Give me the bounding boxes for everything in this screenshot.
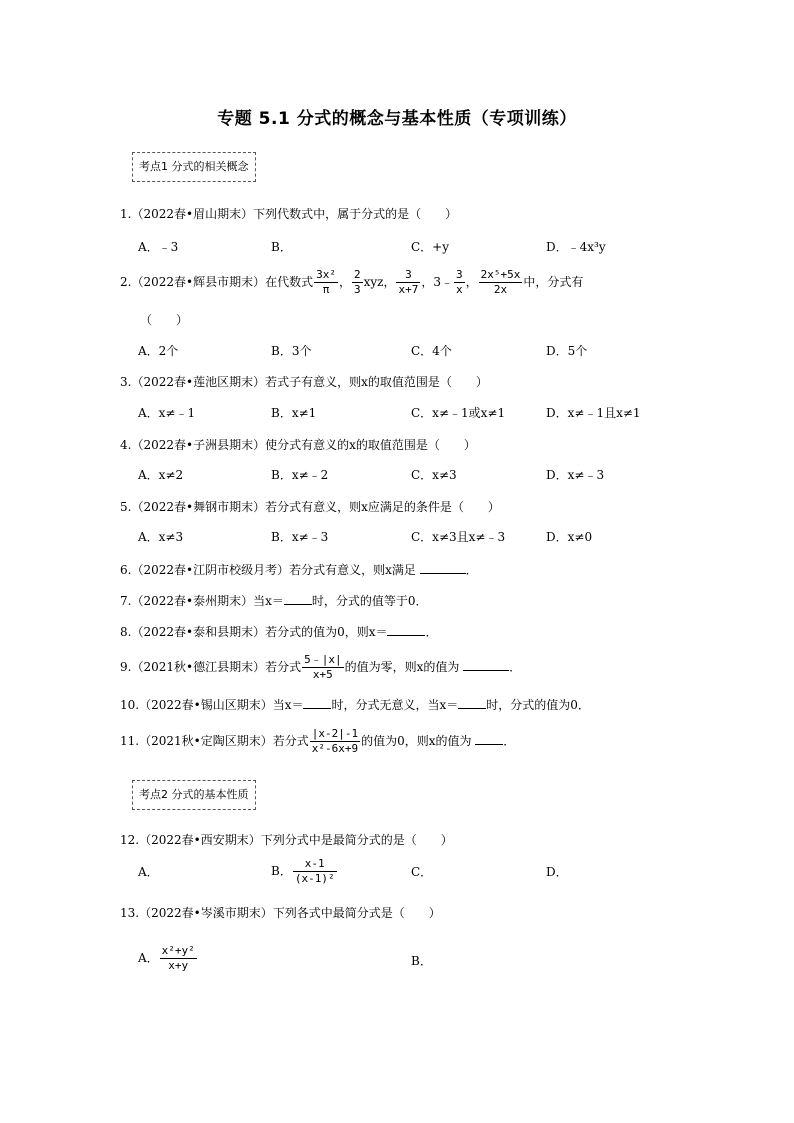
question-2-prefix: 2.（2022春•辉县市期末）在代数式 [120,275,314,289]
fraction [454,268,465,297]
option-a-label: A． [138,951,159,965]
denominator: (x-1)² [294,872,335,885]
option-b [271,857,338,886]
option-b: B．x≠﹣3 [271,530,329,544]
period: ． [503,734,516,748]
denominator: π [322,283,330,296]
option-d: D． [546,865,568,879]
question-3: 3.（2022春•莲池区期末）若式子有意义，则x的取值范围是（ ） [120,375,488,389]
numerator: x²+y² [161,944,195,957]
answer-blank[interactable] [458,696,486,709]
answer-blank[interactable] [303,696,331,709]
question-10 [120,696,590,714]
period: ． [465,563,478,577]
question-12-options [138,857,698,899]
question-6-text: 6.（2022春•江阴市校级月考）若分式有意义，则x满足 [120,563,416,577]
term: 3﹣ [433,275,454,289]
question-5: 5.（2022春•舞钢市期末）若分式有意义，则x应满足的条件是（ ） [120,500,500,514]
answer-blank[interactable] [463,658,509,671]
numerator: 5﹣|x| [304,653,342,666]
term: xyz [363,275,384,289]
numerator: 3x² [316,268,336,281]
period: ． [509,660,522,674]
question-11 [120,727,515,756]
question-7-text: 7.（2022春•泰州期末）当x＝ [120,594,284,608]
question-1-options [138,238,698,256]
option-d: D．5个 [546,344,588,358]
fraction [160,944,197,973]
question-9-suffix: 的值为零，则x的值为 [344,660,460,674]
fraction [310,727,360,756]
option-d: D．﹣4x³y [546,240,606,254]
option-b: B． [271,240,292,254]
option-b: B．3个 [271,344,312,358]
fraction [396,268,420,297]
fraction [293,857,337,886]
question-6 [120,561,478,579]
option-c: C．+y [411,240,450,254]
question-10-tail: 时，分式的值为0． [486,698,590,712]
question-4-options [138,466,698,484]
question-3-options [138,404,698,422]
numerator: x-1 [293,857,337,872]
question-11-suffix: 的值为0，则x的值为 [361,734,472,748]
question-5-options [138,528,698,546]
denominator: 2x [493,283,508,296]
question-10-mid: 时，分式无意义，当x＝ [331,698,459,712]
fraction [479,268,523,297]
question-12: 12.（2022春•西安期末）下列分式中是最简分式的是（ ） [120,833,453,847]
option-a: A．x≠﹣1 [138,406,196,420]
option-b: B． [411,954,432,968]
question-8-text: 8.（2022春•泰和县期末）若分式的值为0，则x＝ [120,625,388,639]
option-b: B．x≠1 [271,406,317,420]
question-13: 13.（2022春•岑溪市期末）下列各式中最简分式是（ ） [120,906,441,920]
question-9 [120,653,521,682]
question-13-options [138,944,698,984]
denominator: x [456,283,463,296]
numerator: |x-2|-1 [311,727,359,740]
question-2: 2.（2022春•辉县市期末）在代数式 $\frac{\text{3x²}}{\pi}$ ， $\frac{2}{3}$ xyz， $\frac{3}{x+7}$ ，3﹣ $\frac{3}{x}$ ， $\frac{\text{2x⁵+5x}}{2x}$ 中，分式有 [120,268,584,296]
answer-blank[interactable] [420,561,466,574]
option-a [138,944,198,973]
section-heading-1: 考点1 分式的相关概念 [132,152,256,182]
option-c: C．x≠3 [411,468,457,482]
denominator: x+5 [312,668,333,681]
option-d: D．x≠﹣3 [546,468,605,482]
option-b: B．x≠﹣2 [271,468,329,482]
answer-blank[interactable] [475,732,503,745]
fraction [302,653,344,682]
option-a: A．x≠3 [138,530,184,544]
section-heading-2: 考点2 分式的基本性质 [132,780,256,810]
option-a: A．﹣3 [138,240,179,254]
question-11-prefix: 11.（2021秋•定陶区期末）若分式 [120,734,309,748]
option-c: C．x≠﹣1或x≠1 [411,406,506,420]
question-4: 4.（2022春•子洲县期末）使分式有意义的x的取值范围是（ ） [120,438,476,452]
option-b-label: B． [271,864,292,878]
question-10-text: 10.（2022春•锡山区期末）当x＝ [120,698,304,712]
page-title: 专题 5.1 分式的概念与基本性质（专项训练） [217,109,577,129]
option-d: D．x≠﹣1且x≠1 [546,406,641,420]
fraction [314,268,338,297]
denominator: x²-6x+9 [311,742,359,755]
question-7 [120,592,427,610]
numerator: 3 [396,268,420,283]
numerator: 2x⁵+5x [480,268,521,281]
question-1: 1.（2022春•眉山期末）下列代数式中，属于分式的是（ ） [120,207,458,221]
numerator: 3 [456,268,463,281]
denominator: x+7 [398,283,419,296]
numerator: 2 [353,268,361,281]
question-2-suffix: 中，分式有 [523,275,584,289]
question-7-tail: 时，分式的值等于0． [311,594,428,608]
question-9-prefix: 9.（2021秋•德江县期末）若分式 [120,660,302,674]
option-d: D．x≠0 [546,530,593,544]
period: ． [425,625,438,639]
option-a: A．2个 [138,344,179,358]
fraction [352,268,363,297]
denominator: 3 [353,283,361,296]
answer-blank[interactable] [284,592,312,605]
answer-blank[interactable] [387,623,425,636]
option-c: C．x≠3且x≠﹣3 [411,530,506,544]
denominator: x+y [168,959,189,972]
option-c: C．4个 [411,344,452,358]
option-a: A． [138,865,159,879]
option-a: A．x≠2 [138,468,184,482]
question-2-options [138,342,698,360]
option-c: C． [411,865,433,879]
question-2-paren: （ ） [140,313,189,327]
question-8 [120,623,438,641]
